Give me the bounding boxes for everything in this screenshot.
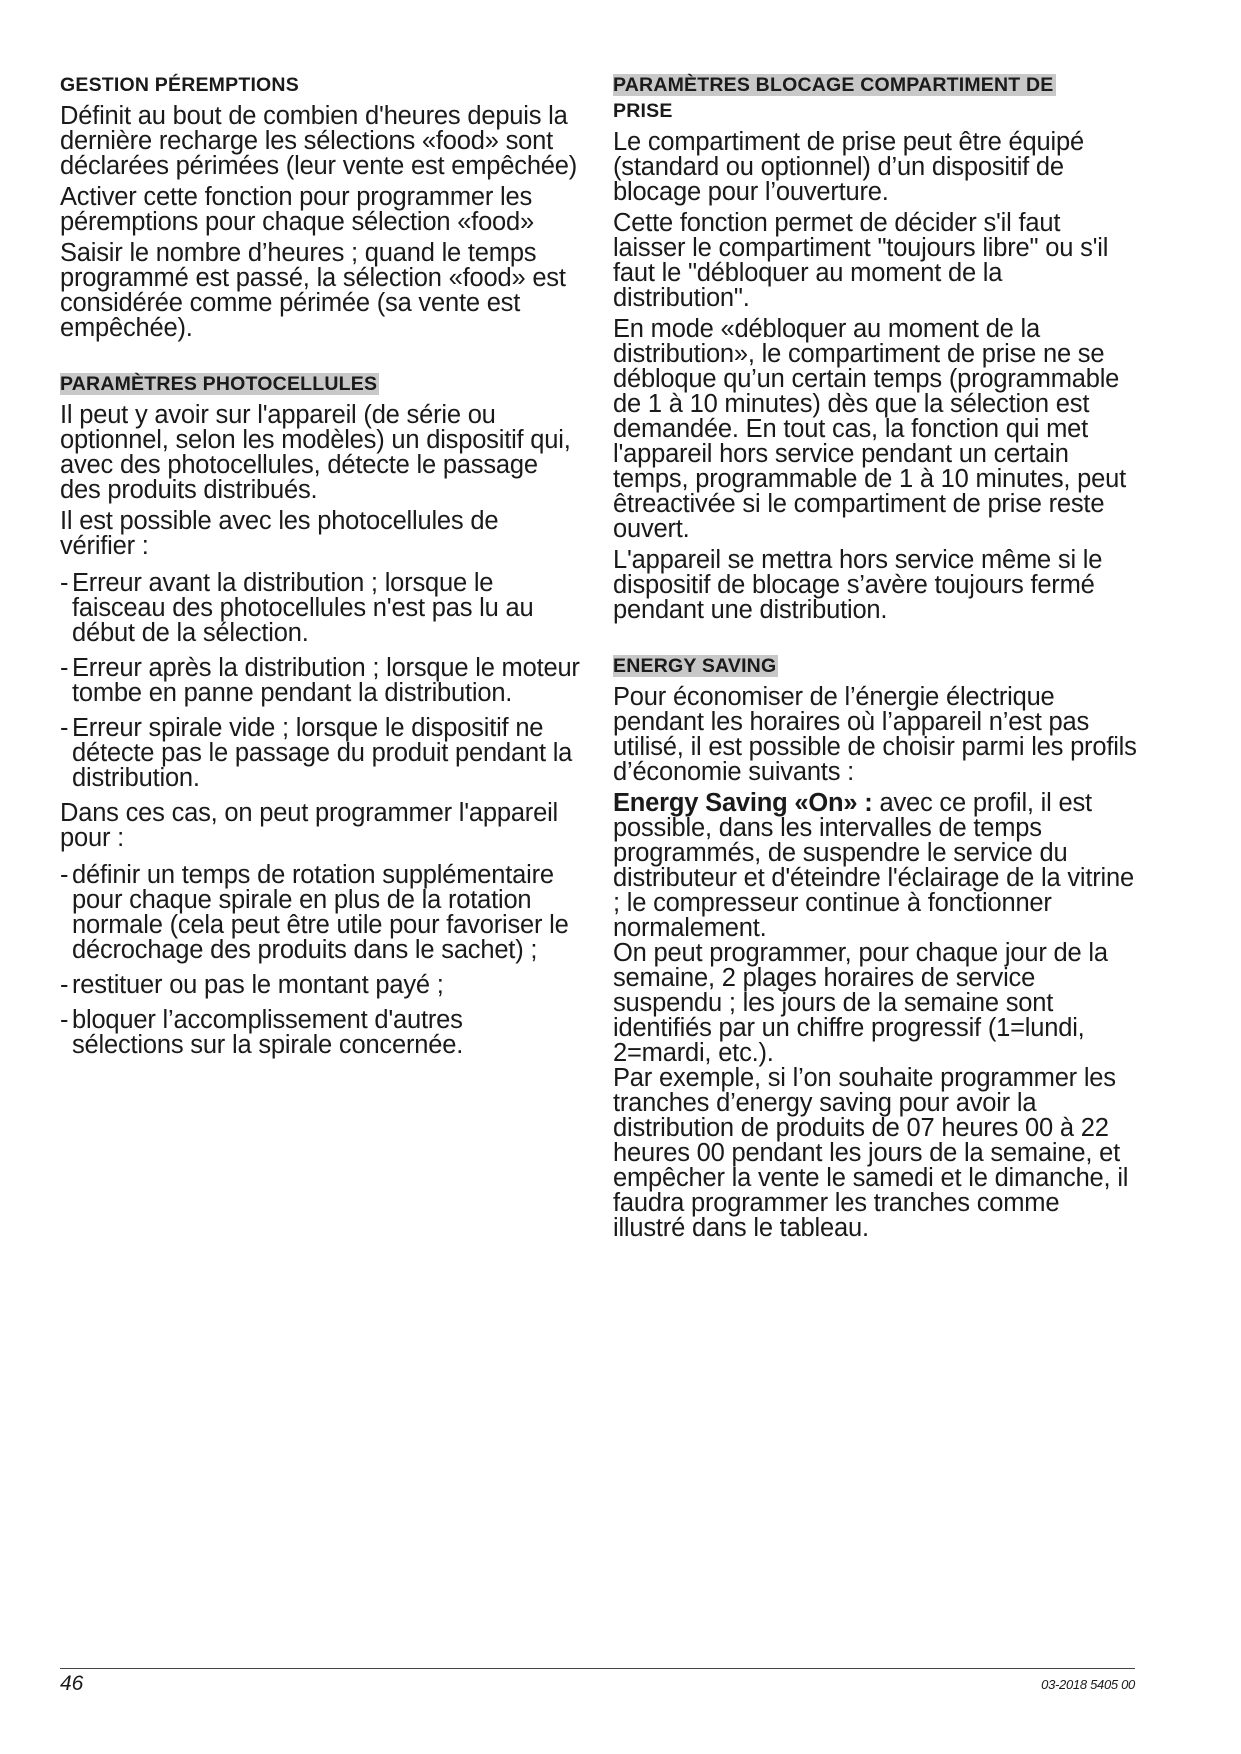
profile-text: avec ce profil, il est possible, dans les intervalles de temps programmés, de suspendre le service du distributeur et d'éteindre l'éclairage de la vitrine ; le compresseur continue à fonctionner normalement. [613,789,1134,942]
list-item: - définir un temps de rotation supplémentaire pour chaque spirale en plus de la rotation normale (cela peut être utile pour favoriser le décrochage des produits dans le sachet) ; [60,863,580,963]
page-number: 46 [60,1672,84,1695]
paragraph: Saisir le nombre d’heures ; quand le temps programmé est passé, la sélection «food» est considérée comme périmée (sa vente est empêchée). [60,239,566,342]
paragraph: Définit au bout de combien d'heures depuis la dernière recharge les sélections «food» sont déclarées périmées (leur vente est empêchée) [60,102,578,180]
section-heading-gestion-peremptions: GESTION PÉREMPTIONS [60,74,299,96]
footer-divider [60,1668,1135,1669]
left-column [60,72,580,1068]
paragraph: On peut programmer, pour chaque jour de la semaine, 2 plages horaires de service suspendu ; les jours de la semaine sont identifiés par un chiffre progressif (1=lundi, 2=mardi, etc.). [613,939,1108,1067]
paragraph: En mode «débloquer au moment de la distribution», le compartiment de prise ne se débloque qu’un certain temps (programmable de 1 à 10 minutes) dès que la sélection est demandée. En tout cas, la fonction qui met l'appareil hors service pendant un certain temps, programmable de 1 à 10 minutes, peut êtreactivée si le compartiment de prise reste ouvert. [613,315,1127,543]
spacer [613,629,1138,653]
list-item: - Erreur avant la distribution ; lorsque le faisceau des photocellules n'est pas lu au début de la sélection. [60,571,580,646]
list-item: - restituer ou pas le montant payé ; [60,973,580,998]
section-heading-energy-saving: ENERGY SAVING [613,655,777,677]
list-item: - Erreur spirale vide ; lorsque le dispositif ne détecte pas le passage du produit pendant la distribution. [60,716,580,791]
paragraph: Le compartiment de prise peut être équipé (standard ou optionnel) d’un dispositif de blocage pour l’ouverture. [613,128,1084,206]
right-column [613,72,1138,1247]
list-item: - bloquer l’accomplissement d'autres sélections sur la spirale concernée. [60,1008,580,1058]
paragraph [613,791,1138,941]
paragraph: Il est possible avec les photocellules de vérifier : [60,507,499,560]
paragraph: L'appareil se mettra hors service même si le dispositif de blocage s’avère toujours fermé pendant une distribution. [613,546,1103,624]
list-item: - Erreur après la distribution ; lorsque le moteur tombe en panne pendant la distribution. [60,656,580,706]
photocell-checks-list [60,571,580,791]
document-code: 03-2018 5405 00 [1041,1677,1135,1692]
paragraph: Il peut y avoir sur l'appareil (de série ou optionnel, selon les modèles) un dispositif qui, avec des photocellules, détecte le passage des produits distribués. [60,401,571,504]
paragraph: Par exemple, si l’on souhaite programmer les tranches d’energy saving pour avoir la distribution de produits de 07 heures 00 à 22 heures 00 pendant les jours de la semaine, et empêcher la vente le samedi et le dimanche, il faudra programmer les tranches comme illustré dans le tableau. [613,1064,1129,1242]
section-heading-parametres-photocellules: PARAMÈTRES PHOTOCELLULES [60,373,378,395]
paragraph: Dans ces cas, on peut programmer l'appareil pour : [60,799,559,852]
profile-label: Energy Saving «On» : [613,789,873,817]
section-heading-blocage-compartiment: PARAMÈTRES BLOCAGE COMPARTIMENT DE PRISE [613,74,1054,122]
spacer [60,347,580,371]
paragraph: Pour économiser de l’énergie électrique pendant les horaires où l’appareil n’est pas utilisé, il est possible de choisir parmi les profils d’économie suivants : [613,683,1137,786]
photocell-actions-list [60,863,580,1058]
paragraph: Cette fonction permet de décider s'il faut laisser le compartiment "toujours libre" ou s'il faut le "débloquer au moment de la distribution". [613,209,1109,312]
paragraph: Activer cette fonction pour programmer les péremptions pour chaque sélection «food» [60,183,534,236]
